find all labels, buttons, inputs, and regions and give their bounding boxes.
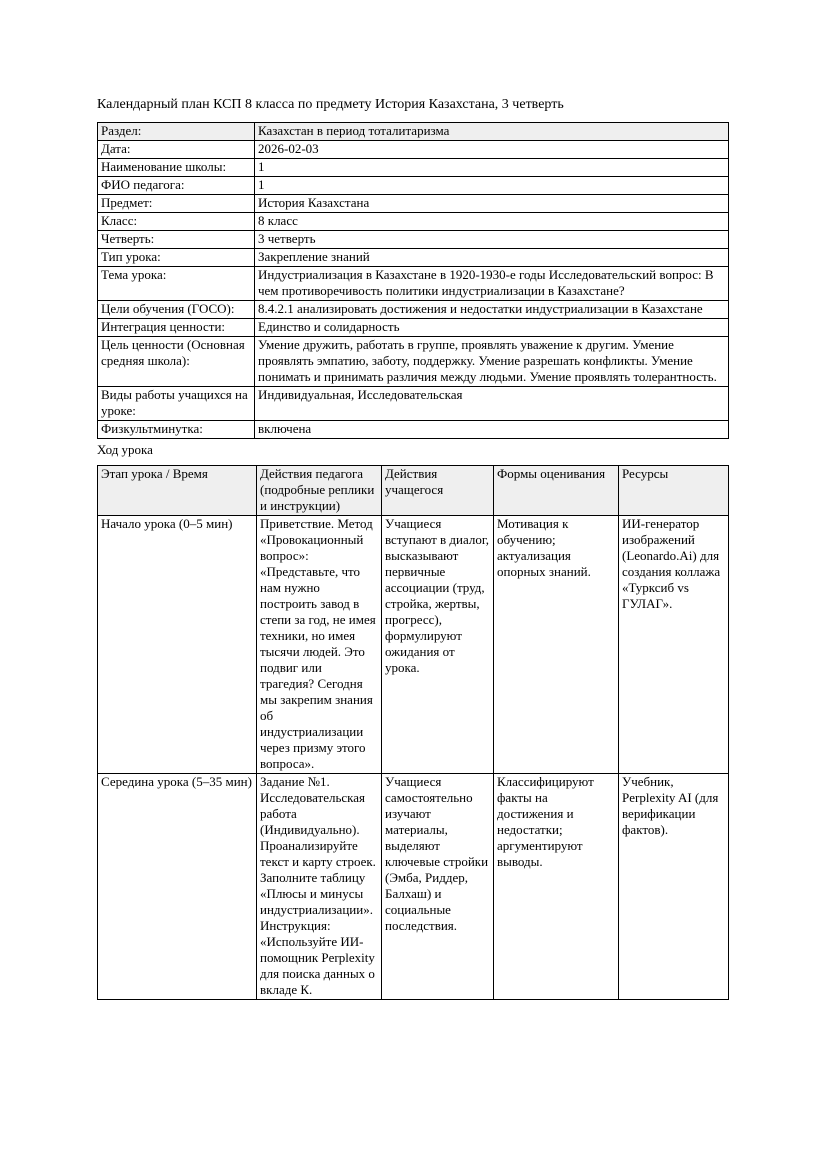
teacher-actions-cell: Задание №1. Исследовательская работа (Индивидуально). Проанализируйте текст и карту строек. Заполните таблицу «Плюсы и минусы индустриализации». Инструкция: «Используйте ИИ-помощник Perplexity для поиска данных о вкладе К.: [257, 774, 382, 1000]
info-value: 2026-02-03: [255, 141, 729, 159]
table-row: [98, 387, 729, 421]
table-row: [98, 337, 729, 387]
table-row: [98, 301, 729, 319]
column-header-resources: Ресурсы: [619, 466, 729, 516]
table-row: [98, 195, 729, 213]
info-value: История Казахстана: [255, 195, 729, 213]
info-label: Предмет:: [98, 195, 255, 213]
table-row: [98, 516, 729, 774]
table-row: [98, 231, 729, 249]
info-label: Цели обучения (ГОСО):: [98, 301, 255, 319]
page-title: Календарный план КСП 8 класса по предмету История Казахстана, 3 четверть: [97, 97, 564, 112]
table-row: [98, 159, 729, 177]
table-row: [98, 123, 729, 141]
info-value: Индивидуальная, Исследовательская: [255, 387, 729, 421]
info-value: 1: [255, 177, 729, 195]
info-label: ФИО педагога:: [98, 177, 255, 195]
info-label: Тема урока:: [98, 267, 255, 301]
info-value: Индустриализация в Казахстане в 1920-1930-е годы Исследовательский вопрос: В чем противоречивость политики индустриализации в Казахстане?: [255, 267, 729, 301]
info-value: Закрепление знаний: [255, 249, 729, 267]
page-content: [97, 96, 728, 1000]
table-row: [98, 267, 729, 301]
info-label: Дата:: [98, 141, 255, 159]
stage-cell: Середина урока (5–35 мин): [98, 774, 257, 1000]
table-row: [98, 249, 729, 267]
info-label: Цель ценности (Основная средняя школа):: [98, 337, 255, 387]
table-row: [98, 421, 729, 439]
table-row: [98, 141, 729, 159]
info-label: Класс:: [98, 213, 255, 231]
teacher-actions-cell: Приветствие. Метод «Провокационный вопрос»: «Представьте, что нам нужно построить завод в степи за год, не имея техники, но имея тысячи людей. Это подвиг или трагедия? Сегодня мы закрепим знания об индустриализации через призму этого вопроса».: [257, 516, 382, 774]
table-row: [98, 177, 729, 195]
column-header-student-actions: Действия учащегося: [382, 466, 494, 516]
header-row: [98, 466, 729, 516]
info-label: Виды работы учащихся на уроке:: [98, 387, 255, 421]
section-heading: Ход урока: [97, 442, 153, 457]
table-row: [98, 774, 729, 1000]
table-row: [98, 213, 729, 231]
info-label: Четверть:: [98, 231, 255, 249]
student-actions-cell: Учащиеся вступают в диалог, высказывают первичные ассоциации (труд, стройка, жертвы, прогресс), формулируют ожидания от урока.: [382, 516, 494, 774]
info-value: включена: [255, 421, 729, 439]
lesson-info-table: [97, 122, 729, 439]
info-label: Тип урока:: [98, 249, 255, 267]
info-value: Единство и солидарность: [255, 319, 729, 337]
info-value: 3 четверть: [255, 231, 729, 249]
assessment-cell: Мотивация к обучению; актуализация опорных знаний.: [494, 516, 619, 774]
info-value: 1: [255, 159, 729, 177]
column-header-assessment: Формы оценивания: [494, 466, 619, 516]
student-actions-cell: Учащиеся самостоятельно изучают материалы, выделяют ключевые стройки (Эмба, Риддер, Балхаш) и социальные последствия.: [382, 774, 494, 1000]
info-value: 8.4.2.1 анализировать достижения и недостатки индустриализации в Казахстане: [255, 301, 729, 319]
info-label: Интеграция ценности:: [98, 319, 255, 337]
column-header-stage: Этап урока / Время: [98, 466, 257, 516]
stage-cell: Начало урока (0–5 мин): [98, 516, 257, 774]
info-value: Казахстан в период тоталитаризма: [255, 123, 729, 141]
assessment-cell: Классифицируют факты на достижения и недостатки; аргументируют выводы.: [494, 774, 619, 1000]
lesson-flow-table: [97, 465, 729, 1000]
info-label: Наименование школы:: [98, 159, 255, 177]
table-row: [98, 319, 729, 337]
info-value: Умение дружить, работать в группе, проявлять уважение к другим. Умение проявлять эмпатию, заботу, поддержку. Умение разрешать конфликты. Умение понимать и принимать различия между людьми. Умение проявлять толерантность.: [255, 337, 729, 387]
info-value: 8 класс: [255, 213, 729, 231]
resources-cell: ИИ-генератор изображений (Leonardo.Ai) для создания коллажа «Турксиб vs ГУЛАГ».: [619, 516, 729, 774]
resources-cell: Учебник, Perplexity AI (для верификации фактов).: [619, 774, 729, 1000]
column-header-teacher-actions: Действия педагога (подробные реплики и инструкции): [257, 466, 382, 516]
info-label: Раздел:: [98, 123, 255, 141]
info-label: Физкультминутка:: [98, 421, 255, 439]
